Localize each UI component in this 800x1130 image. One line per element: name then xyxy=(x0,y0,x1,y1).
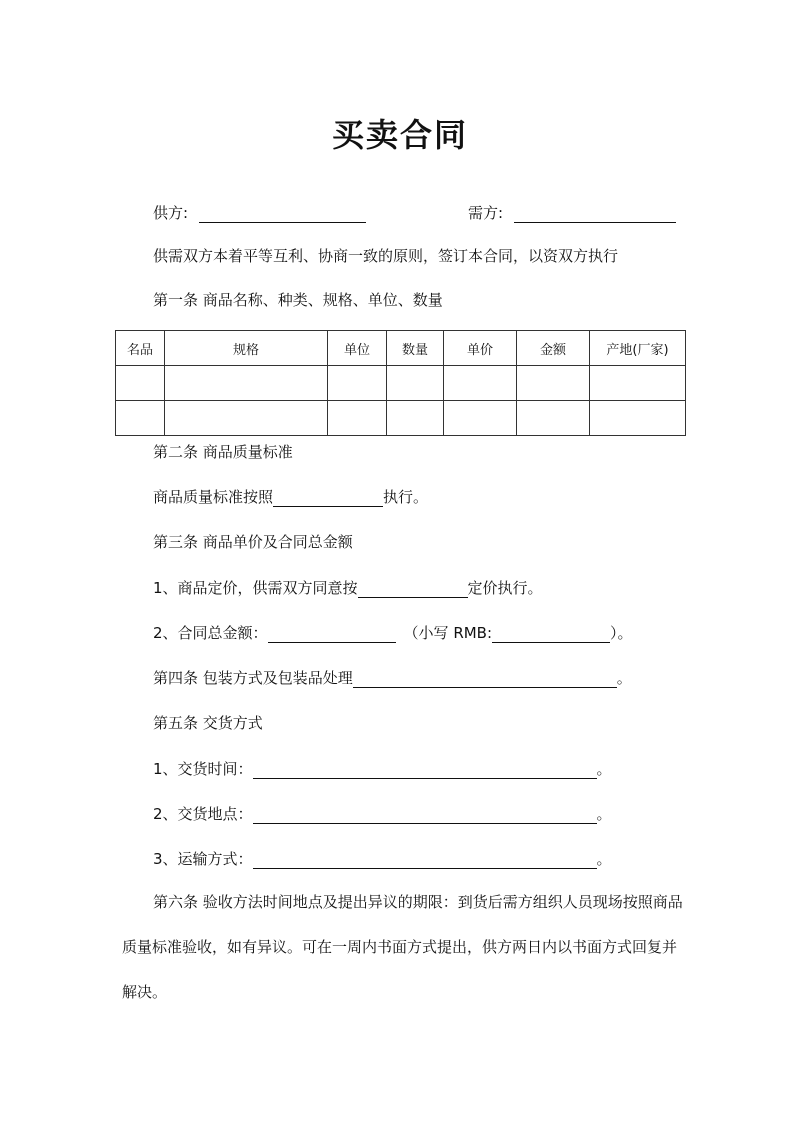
article4-heading: 第四条 包装方式及包装品处理 xyxy=(153,669,353,687)
header-name: 名品 xyxy=(116,331,165,366)
delivery-time-blank[interactable] xyxy=(253,762,597,779)
transport-blank[interactable] xyxy=(253,852,597,869)
transport-suffix: 。 xyxy=(596,850,612,868)
header-origin: 产地(厂家) xyxy=(590,331,686,366)
table-cell[interactable] xyxy=(387,366,444,401)
article3-item2 xyxy=(153,623,633,643)
buyer-blank[interactable] xyxy=(514,206,676,223)
table-cell[interactable] xyxy=(517,401,590,436)
total-amount-prefix: 2、合同总金额： xyxy=(153,624,268,642)
delivery-time-suffix: 。 xyxy=(596,760,612,778)
table-cell[interactable] xyxy=(444,401,517,436)
total-amount-rmb-blank[interactable] xyxy=(492,626,610,643)
table-row xyxy=(116,366,686,401)
delivery-place-blank[interactable] xyxy=(253,807,597,824)
header-unit: 单位 xyxy=(328,331,387,366)
buyer-label: 需方: xyxy=(468,204,504,222)
table-cell[interactable] xyxy=(517,366,590,401)
pricing-prefix: 1、商品定价，供需双方同意按 xyxy=(153,579,358,597)
table-cell[interactable] xyxy=(116,366,165,401)
pricing-blank[interactable] xyxy=(358,581,468,598)
header-unit-price: 单价 xyxy=(444,331,517,366)
table-cell[interactable] xyxy=(590,366,686,401)
quality-standard-prefix: 商品质量标准按照 xyxy=(153,488,274,506)
table-header-row xyxy=(116,331,686,366)
table-cell[interactable] xyxy=(116,401,165,436)
supplier-line xyxy=(153,203,366,223)
header-amount: 金额 xyxy=(517,331,590,366)
delivery-time-label: 1、交货时间： xyxy=(153,760,253,778)
table-cell[interactable] xyxy=(444,366,517,401)
table-cell[interactable] xyxy=(328,366,387,401)
table-row xyxy=(116,401,686,436)
article3-item1 xyxy=(153,578,543,598)
table-cell[interactable] xyxy=(165,366,328,401)
article3-heading: 第三条 商品单价及合同总金额 xyxy=(153,533,353,551)
buyer-line xyxy=(468,203,676,223)
article1-heading: 第一条 商品名称、种类、规格、单位、数量 xyxy=(153,291,443,309)
article2-line xyxy=(153,487,428,507)
transport-label: 3、运输方式： xyxy=(153,850,253,868)
transport-line xyxy=(153,849,612,869)
total-amount-suffix: ）。 xyxy=(610,624,633,642)
delivery-place-suffix: 。 xyxy=(596,805,612,823)
supplier-label: 供方: xyxy=(153,204,189,222)
delivery-time-line xyxy=(153,759,612,779)
table-cell[interactable] xyxy=(387,401,444,436)
article6-text: 第六条 验收方法时间地点及提出异议的期限：到货后需方组织人员现场按照商品质量标准验收，如有异议。可在一周内书面方式提出，供方两日内以书面方式回复并解决。 xyxy=(122,893,683,1001)
supplier-blank[interactable] xyxy=(199,206,366,223)
quality-standard-suffix: 执行。 xyxy=(383,488,429,506)
pricing-suffix: 定价执行。 xyxy=(467,579,543,597)
table-cell[interactable] xyxy=(165,401,328,436)
article4-suffix: 。 xyxy=(616,669,632,687)
delivery-place-label: 2、交货地点： xyxy=(153,805,253,823)
packaging-blank[interactable] xyxy=(353,671,617,688)
article2-heading: 第二条 商品质量标准 xyxy=(153,443,293,461)
intro-text: 供需双方本着平等互利、协商一致的原则，签订本合同，以资双方执行 xyxy=(153,247,619,265)
table-cell[interactable] xyxy=(590,401,686,436)
table-cell[interactable] xyxy=(328,401,387,436)
header-quantity: 数量 xyxy=(387,331,444,366)
document-title: 买卖合同 xyxy=(331,116,468,154)
delivery-place-line xyxy=(153,804,612,824)
total-amount-blank[interactable] xyxy=(268,626,396,643)
total-amount-rmb-label: （小写 RMB: xyxy=(403,624,493,642)
goods-table xyxy=(115,330,686,436)
article5-heading: 第五条 交货方式 xyxy=(153,714,263,732)
article4-line xyxy=(153,668,632,688)
quality-standard-blank[interactable] xyxy=(273,490,383,507)
header-spec: 规格 xyxy=(165,331,328,366)
